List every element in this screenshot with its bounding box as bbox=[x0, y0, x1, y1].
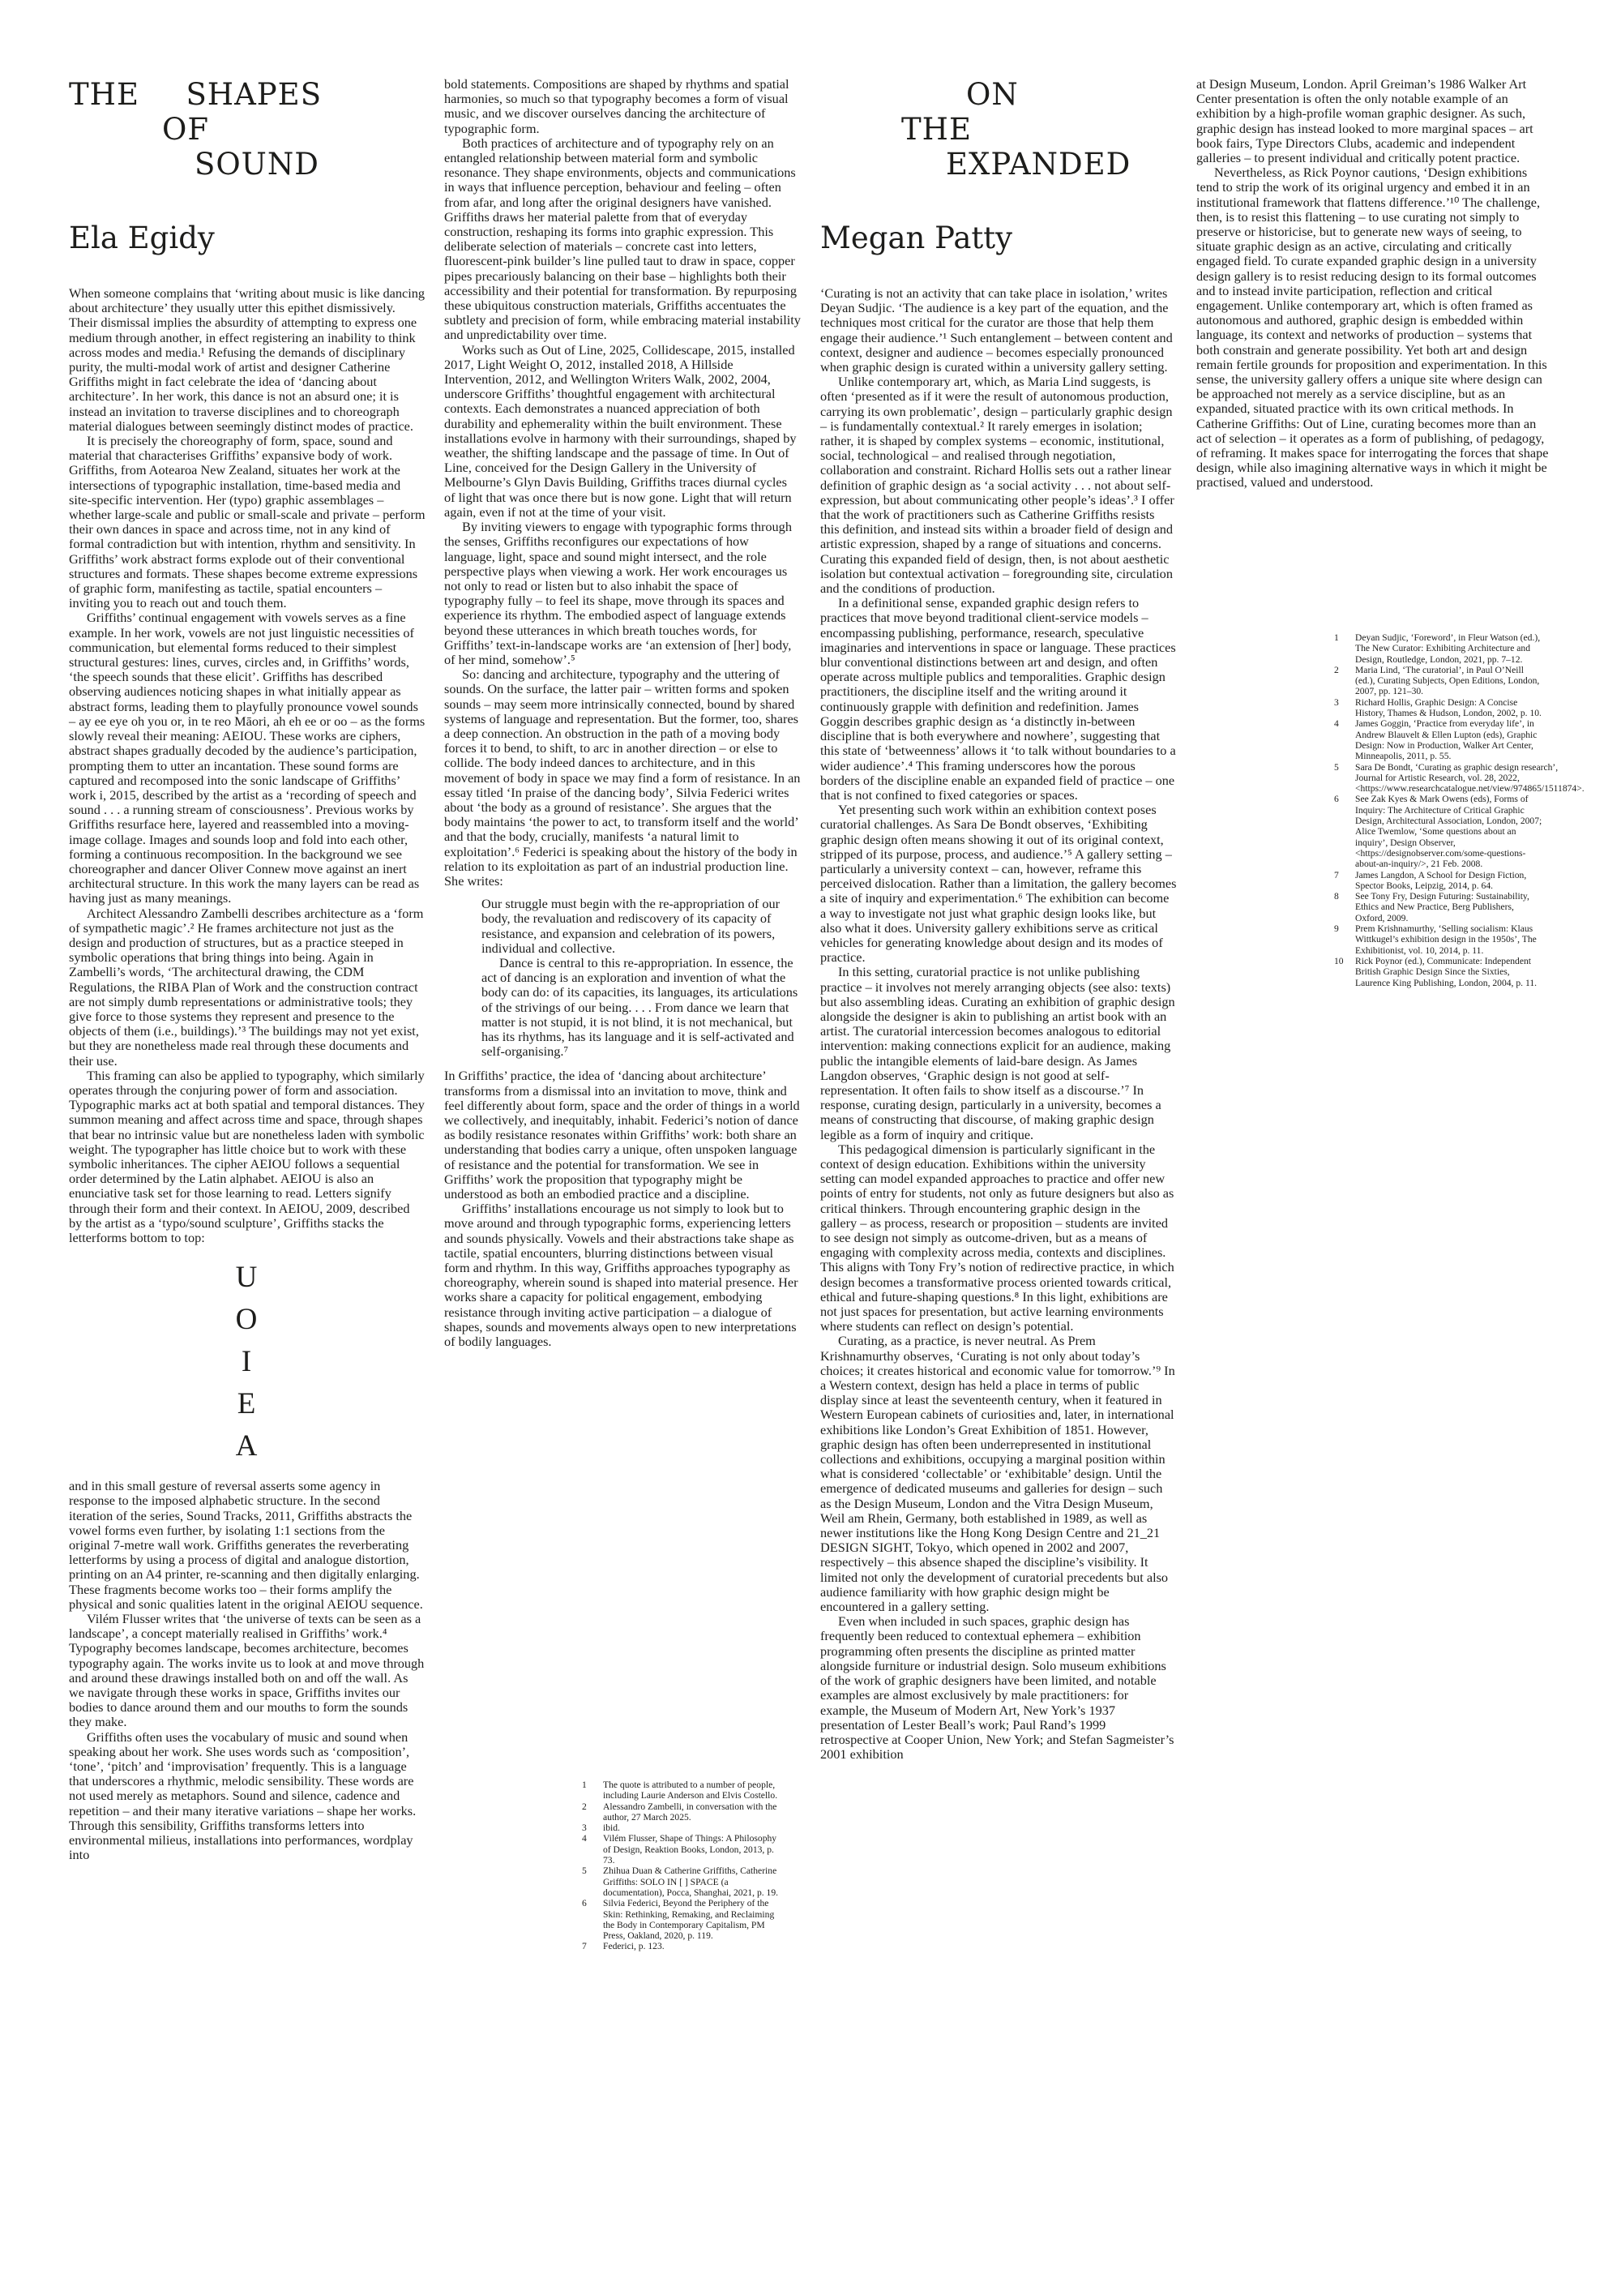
article-1-column-1 bbox=[69, 77, 426, 1863]
paragraph: Vilém Flusser writes that ‘the universe of texts can be seen as a landscape’, a concept materially realised in Griffiths’ work.⁴ Typography becomes landscape, becomes architecture, becomes typography again. The works invite us to look at and move through and around these drawings installed both on and off the wall. As we navigate through these works in space, Griffiths invites our bodies to dance around them and our mouths to form the sounds they make. bbox=[69, 1611, 425, 1730]
footnote-text: Silvia Federici, Beyond the Periphery of the Skin: Rethinking, Remaking, and Reclaiming the Body in Contemporary Capitalism, PM Press, Oakland, 2020, p. 119. bbox=[603, 1898, 775, 1942]
footnote bbox=[1334, 891, 1545, 923]
footnote-number: 2 bbox=[1334, 664, 1339, 675]
footnote bbox=[582, 1801, 785, 1823]
vowel-letter: E bbox=[237, 1387, 258, 1421]
footnote-text: James Goggin, ‘Practice from everyday life’, in Andrew Blauvelt & Ellen Lupton (eds), Graphic Design: Now in Production, Walker Art Center, Minneapolis, 2011, p. 55. bbox=[1355, 718, 1538, 762]
footnote-number: 5 bbox=[582, 1866, 587, 1877]
title-line: THE bbox=[901, 112, 972, 147]
paragraph: Unlike contemporary art, which, as Maria Lind suggests, is often ‘presented as if it were the result of autonomous production, carrying its own problematic’, design – particularly graphic design – is fundamentally contextual.² It rarely emerges in isolation; rather, it is shaped by complex systems – economic, institutional, social, technological – and realised through negotiation, collaboration and constraint. Richard Hollis sets out a rather linear definition of graphic design as ‘a social activity . . . not about self-expression, but about communicating other people’s ideas’.³ I offer that the work of practitioners such as Catherine Griffiths resists this definition, and instead sits within a broader field of design and artistic expression, shaped by a range of situations and concerns. Curating this expanded field of design, then, is not about aesthetic isolation but contextual activation – foregrounding site, circulation and the conditions of production. bbox=[820, 374, 1174, 597]
footnote-text: The quote is attributed to a number of people, including Laurie Anderson and Elvis Costello. bbox=[603, 1780, 778, 1801]
paragraph: Works such as Out of Line, 2025, Collidescape, 2015, installed 2017, Light Weight O, 2012, installed 2018, A Hillside Intervention, 2012, and Wellington Writers Walk, 2002, 2004, underscore Griffiths’ thoughtful engagement with architectural contexts. Each demonstrates a nuanced appreciation of both durability and ephemerality within the built environment. These installations evolve in harmony with their surroundings, shaped by weather, the shifting landscape and the passage of time. In Out of Line, conceived for the Design Gallery in the University of Melbourne’s Glyn Davis Building, Griffiths traces diurnal cycles of light that was once there but is now gone. Light that will return again, even if not at the time of your visit. bbox=[444, 341, 797, 520]
paragraph: Yet presenting such work within an exhibition context poses curatorial challenges. As Sara De Bondt observes, ‘Exhibiting graphic design often means showing it out of its original context, stripped of its purpose, process, and audience.’⁵ A gallery setting – particularly a university context – can, however, reframe this perceived dislocation. Rather than a limitation, the gallery becomes a site of inquiry and experimentation.⁶ The exhibition can become a way to investigate not just what graphic design looks like, but also what it does. University gallery exhibitions serve as critical vehicles for generating knowledge about design and its modes of practice. bbox=[820, 802, 1177, 966]
paragraph: Even when included in such spaces, graphic design has frequently been reduced to contextual ephemera – exhibition programming often presents the discipline as printed matter alongside furniture or industrial design. Solo museum exhibitions of the work of graphic designers have been limited, and notable examples are almost exclusively by male practitioners: for example, the Museum of Modern Art, New York’s 1937 presentation of Lester Beall’s work; Paul Rand’s 1999 retrospective at Cooper Union, New York; and Stefan Sagmeister’s 2001 exhibition bbox=[820, 1613, 1174, 1763]
footnote-number: 4 bbox=[1334, 718, 1339, 730]
paragraph: Griffiths often uses the vocabulary of music and sound when speaking about her work. She uses words such as ‘composition’, ‘tone’, ‘pitch’ and ‘improvisation’ frequently. This is a language that underscores a rhythmic, melodic sensibility. These words are not used merely as metaphors. Sound and silence, cadence and repetition – and their many iterative variations – shape her works. Through this sensibility, Griffiths transforms letters into environmental milieus, installations into performances, wordplay into bbox=[69, 1728, 417, 1863]
paragraph: In a definitional sense, expanded graphic design refers to practices that move beyond traditional client-service models – encompassing publishing, performance, research, speculative imaginaries and interventions in space or language. These practices blur conventional distinctions between art and design, and often operate across multiple publics and temporalities. Graphic design practitioners, the discipline itself and the writing around it continuously grapple with definition and redefinition. James Goggin describes graphic design as ‘a distinctly in-between discipline that is both everywhere and nowhere’, suggesting that this state of ‘betweenness’ allows it ‘to talk without boundaries to a wider audience’.⁴ This framing underscores how the porous borders of the discipline enable an expanded field of practice – one that is not confined to fixed categories or spaces. bbox=[820, 595, 1176, 803]
paragraph: Both practices of architecture and of typography rely on an entangled relationship between material form and symbolic resonance. They shape environments, objects and communications in ways that influence perception, behaviour and feeling – often from afar, and long after the original designers have vanished. Griffiths draws her material palette from that of everyday construction, reshaping its forms into graphic expression. This deliberate selection of materials – concrete cast into letters, fluorescent-pink builder’s line pulled taut to draw in space, copper pipes precariously balancing on their base – highlights both their accessibility and their potential for transformation. By repurposing these ubiquitous construction materials, Griffiths accentuates the subtlety and precision of form, while embracing material instability and unpredictability over time. bbox=[444, 135, 801, 343]
footnote-text: Richard Hollis, Graphic Design: A Concise History, Thames & Hudson, London, 2002, p. 10. bbox=[1355, 696, 1542, 719]
footnote bbox=[1334, 761, 1585, 795]
footnote-text: Prem Krishnamurthy, ‘Selling socialism: Klaus Wittkugel’s exhibition design in the 1950s’, The Exhibitionist, vol. 10, 2014, p. 11. bbox=[1355, 923, 1537, 956]
footnote-text: Federici, p. 123. bbox=[603, 1941, 665, 1952]
footnote-text: James Langdon, A School for Design Fiction, Spector Books, Leipzig, 2014, p. 64. bbox=[1355, 869, 1527, 891]
paragraph: In this setting, curatorial practice is not unlike publishing practice – it involves not merely arranging objects (see also: texts) but also assembling ideas. Curating an exhibition of graphic design alongside the designer is akin to publishing an artist book with an artist. The curatorial intercession becomes analogous to editorial intervention: making connections explicit for an audience, making public the intangible elements of laid-bare design. As James Langdon observes, ‘Graphic design is not good at self-representation. It often fails to show itself as a discourse.’⁷ In response, curating design, particularly in a university, becomes a means of constructing that discourse, of making graphic design legible as a form of inquiry and critique. bbox=[820, 964, 1175, 1142]
quote-paragraph: Our struggle must begin with the re-appropriation of our body, the revaluation and rediscovery of its capacity of resistance, and expansion and celebration of its powers, individual and collective. bbox=[481, 896, 781, 956]
article-1-author: Ela Egidy bbox=[69, 221, 215, 255]
paragraph: Griffiths’ installations encourage us not simply to look but to move around and through typographic forms, experiencing letters and sounds physically. Vowels and their abstractions take shape as tactile, spatial encounters, blurring distinctions between visual form and rhythm. In this way, Griffiths approaches typography as choreography, wherein sound is shaped into material presence. Her works share a capacity for political engagement, embodying resistance through inviting active participation – a dialogue of shapes, sounds and movements always open to new interpretations of bodily languages. bbox=[444, 1201, 798, 1350]
paragraph: This framing can also be applied to typography, which similarly operates through the conjuring power of form and association. Typographic marks act at both spatial and temporal distances. They summon meaning and affect across time and space, through shapes that bear no intrinsic value but are nonetheless laden with symbolic weight. The typographer has little choice but to work with these symbolic inheritances. The cipher AEIOU follows a sequential order determined by the Latin alphabet. AEIOU is also an enunciative task set for those learning to read. Letters signify through their form and their context. In AEIOU, 2009, described by the artist as a ‘typo/sound sculpture’, Griffiths stacks the letterforms bottom to top: bbox=[69, 1067, 425, 1245]
footnote bbox=[1334, 718, 1545, 761]
title-line: THE SHAPES bbox=[69, 77, 323, 112]
footnote bbox=[1334, 697, 1545, 719]
article-2-body bbox=[820, 286, 1177, 1762]
footnote bbox=[582, 1898, 785, 1941]
footnote bbox=[582, 1780, 785, 1801]
paragraph: bold statements. Compositions are shaped by rhythms and spatial harmonies, so much so that typography becomes a form of visual music, and we discover ourselves dancing the architecture of typographic form. bbox=[444, 76, 789, 136]
footnote-number: 7 bbox=[582, 1941, 587, 1952]
footnote bbox=[1334, 665, 1545, 697]
footnote-number: 7 bbox=[1334, 869, 1339, 880]
vowel-letter: A bbox=[235, 1429, 259, 1463]
footnote-number: 1 bbox=[1334, 632, 1339, 643]
footnote-number: 3 bbox=[1334, 696, 1339, 708]
footnote-text: Zhihua Duan & Catherine Griffiths, Catherine Griffiths: SOLO IN [ ] SPACE (a documentation), Pocca, Shanghai, 2021, p. 19. bbox=[603, 1866, 779, 1898]
article-2-title bbox=[820, 77, 1177, 182]
vowel-stack bbox=[69, 1257, 426, 1467]
article-2-column-2 bbox=[1196, 76, 1585, 988]
title-line: EXPANDED bbox=[946, 147, 1131, 182]
footnote-number: 5 bbox=[1334, 761, 1339, 773]
article-1-title bbox=[69, 77, 426, 182]
paragraph: So: dancing and architecture, typography and the uttering of sounds. On the surface, the latter pair – written forms and spoken sounds – may seem more intrinsically connected, bound by shared systems of language and representation. But the former, too, shares a deep connection. An obstruction in the path of a moving body forces it to bend, to shift, to arc in another direction – or else to collide. The body indeed dances to architecture, and in this movement of body in space we may find a form of resistance. In an essay titled ‘In praise of the dancing body’, Silvia Federici writes about ‘the body as a ground of resistance’. She argues that the body maintains ‘the power to act, to transform itself and the world’ and that the body, crucially, manifests ‘a natural limit to exploitation’.⁶ Federici is speaking about the history of the body in relation to its exploitation as part of an industrial production line. She writes: bbox=[444, 666, 801, 889]
paragraph: It is precisely the choreography of form, space, sound and material that characterises Griffiths’ expansive body of work. Griffiths, from Aotearoa New Zealand, situates her work at the intersections of typographic installation, time-based media and site-specific intervention. Her (typo) graphic assemblages – whether large-scale and public or small-scale and private – perform their own dances in space and across time, not in any kind of formal contradiction but with intention, rhythm and sensitivity. In Griffiths’ work abstract forms explode out of their conventional structures and formats. These shapes become extreme expressions of graphic form, manifesting as tactile, spatial encounters – inviting you to reach out and touch them. bbox=[69, 433, 426, 611]
footnote-text: Sara De Bondt, ‘Curating as graphic design research’, Journal for Artistic Research, vol. 28, 2022, <https://www.researchcatalogue.net/view/974865/1511874>. bbox=[1355, 761, 1585, 795]
paragraph: By inviting viewers to engage with typographic forms through the senses, Griffiths reconfigures our expectations of how language, light, space and sound might intersect, and the role perspective plays when viewing a work. Her work encourages us not only to read or listen but to also inhabit the space of typography fully – to feel its shape, move through its spaces and experience its rhythm. The embodied aspect of language extends beyond these utterances in which breath touches words, for Griffiths’ text-in-landscape works are ‘an extension of [her] body, of her mind, somehow’.⁵ bbox=[444, 519, 792, 667]
footnote-number: 2 bbox=[582, 1801, 587, 1812]
vowel-letter: O bbox=[235, 1303, 259, 1337]
footnote-number: 9 bbox=[1334, 923, 1339, 935]
footnote bbox=[1334, 632, 1545, 665]
footnote-number: 6 bbox=[582, 1898, 587, 1909]
article-2-body-continued bbox=[1196, 77, 1553, 490]
footnote bbox=[582, 1941, 785, 1951]
footnote-number: 4 bbox=[582, 1833, 587, 1844]
paragraph: at Design Museum, London. April Greiman’s 1986 Walker Art Center presentation is often the only notable example of an exhibition by a high-profile woman graphic designer. As such, graphic design has instead looked to more marginal spaces – art book fairs, Type Directors Clubs, academic and independent galleries – to present individual and critically potent practice. bbox=[1196, 76, 1533, 166]
footnote bbox=[582, 1833, 785, 1866]
footnote bbox=[1334, 956, 1545, 988]
footnote bbox=[1334, 870, 1545, 892]
title-line: ON bbox=[966, 77, 1019, 112]
paragraph: Nevertheless, as Rick Poynor cautions, ‘Design exhibitions tend to strip the work of its original urgency and embed it in an institutional framework that flattens difference.’¹⁰ The challenge, then, is to resist this flattening – to use curating not simply to preserve or historicise, but to generate new ways of seeing, to situate graphic design as an active, circulating and critically engaged field. To curate expanded graphic design in a university design gallery is to resist reducing design to its formal outcomes and to instead invite participation, reflection and critical engagement. Unlike contemporary art, which is often framed as autonomous and authored, graphic design is embedded within language, its context and networks of production – systems that both constrain and generate possibility. Yet both art and design remain fertile grounds for proposition and experimentation. In this sense, the university gallery offers a unique site where design can be approached not merely as a service discipline, but as an expanded, situated practice with its own critical methods. In Catherine Griffiths: Out of Line, curating becomes more than an act of selection – it operates as a form of publishing, of pedagogy, of reframing. It makes space for interrogating the forces that shape design, while also imagining alternative ways in which it might be practised, valued and understood. bbox=[1196, 165, 1549, 490]
vowel-letter: U bbox=[235, 1261, 259, 1295]
article-1-footnotes bbox=[582, 1780, 785, 1952]
footnote bbox=[582, 1866, 785, 1898]
footnote-text: Maria Lind, ‘The curatorial’, in Paul O’Neill (ed.), Curating Subjects, Open Editions, London, 2007, pp. 121–30. bbox=[1355, 664, 1540, 697]
footnote-text: Deyan Sudjic, ‘Foreword’, in Fleur Watson (ed.), The New Curator: Exhibiting Architecture and Design, Routledge, London, 2021, pp. 7–12. bbox=[1355, 632, 1541, 665]
footnote-number: 10 bbox=[1334, 955, 1344, 966]
paragraph: ‘Curating is not an activity that can take place in isolation,’ writes Deyan Sudjic. ‘The audience is a key part of the equation, and the techniques most critical for the curator are those that help them engage their audience.’¹ Such entanglement – between content and context, designer and audience – becomes especially pronounced when graphic design is curated within a university gallery setting. bbox=[820, 285, 1173, 375]
paragraph: In Griffiths’ practice, the idea of ‘dancing about architecture’ transforms from a dismissal into an invitation to move, think and feel differently about form, space and the order of things in a world we collectively, and inequitably, inhabit. Federici’s notion of dance as bodily resistance resonates within Griffiths’ work: both share an understanding that bodies carry a unique, often unspoken language of resistance and the potential for transformation. We see in Griffiths’ work the proposition that typography might be understood as both an embodied practice and a discipline. bbox=[444, 1068, 800, 1202]
paragraph: Architect Alessandro Zambelli describes architecture as a ‘form of sympathetic magic’.² He frames architecture not just as the design and production of structures, but as a practice steeped in symbolic operations that bring things into being. Again in Zambelli’s words, ‘The architectural drawing, the CDM Regulations, the RIBA Plan of Work and the construction contract are not simply dumb representations or administrative tools; they give force to those systems they represent and presence to the objects of them (i.e., buildings).’³ The buildings may not yet exist, but they are nonetheless made real through these documents and their use. bbox=[69, 905, 424, 1069]
article-1-body bbox=[69, 286, 426, 1862]
footnote-text: See Tony Fry, Design Futuring: Sustainability, Ethics and New Practice, Berg Publishers, Oxford, 2009. bbox=[1355, 891, 1529, 923]
footnote-number: 6 bbox=[1334, 794, 1339, 805]
footnote-text: Vilém Flusser, Shape of Things: A Philosophy of Design, Reaktion Books, London, 2013, p. 73. bbox=[603, 1833, 777, 1866]
footnote-text: See Zak Kyes & Mark Owens (eds), Forms of Inquiry: The Architecture of Critical Graphic Design, Architectural Association, London, 2007; Alice Twemlow, ‘Some questions about an inquiry’, Design Observer, <https://designobserver.com/some-questions-about-an-inquiry/>, 21 Feb. 2008. bbox=[1355, 794, 1542, 870]
article-2-author: Megan Patty bbox=[820, 221, 1013, 255]
footnote bbox=[1334, 794, 1545, 869]
footnote-number: 1 bbox=[582, 1780, 587, 1790]
paragraph: This pedagogical dimension is particularly significant in the context of design education. Exhibitions within the university setting can model expanded approaches to practice and offer new points of entry for students, not only as future designers but also as critical thinkers. Through encountering graphic design in the gallery – as process, research or proposition – students are invited to see design not simply as outcome-driven, but as a means of engaging with complexity across media, contexts and disciplines. This aligns with Tony Fry’s notion of redirective practice, in which design becomes a transformative process oriented towards critical, ethical and future-shaping questions.⁸ In this light, exhibitions are not just spaces for presentation, but active learning environments where students can reflect on design’s potential. bbox=[820, 1141, 1174, 1334]
title-line: SOUND bbox=[195, 147, 319, 182]
article-1-body-continued bbox=[444, 77, 801, 1349]
paragraph: Curating, as a practice, is never neutral. As Prem Krishnamurthy observes, ‘Curating is not only about today’s choices; it creates historical and economic value for tomorrow.’⁹ In a Western context, design has held a place in terms of public display since at least the seventeenth century, when it featured in Western European cabinets of curiosities and, later, in international exhibitions like London’s Great Exhibition of 1851. However, graphic design has often been underrepresented in institutional collections and exhibitions, occupying a marginal position within what is considered ‘collectable’ or ‘exhibitable’ design. Until the emergence of dedicated museums and galleries for design – such as the Design Museum, London and the Vitra Design Museum, Weil am Rhein, Germany, both established in 1989, as well as newer institutions like the Hong Kong Design Centre and 21_21 DESIGN SIGHT, Tokyo, which opened in 2002 and 2007, respectively – this absence shaped the discipline’s visibility. It limited not only the development of curatorial precedents but also audience familiarity with how graphic design might be encountered in a gallery setting. bbox=[820, 1333, 1175, 1615]
footnote-number: 8 bbox=[1334, 891, 1339, 902]
article-2-footnotes bbox=[1334, 632, 1585, 988]
footnote-text: ibid. bbox=[603, 1823, 620, 1834]
footnote-number: 3 bbox=[582, 1823, 587, 1834]
paragraph: When someone complains that ‘writing about music is like dancing about architecture’ they usually utter this epithet dismissively. Their dismissal implies the absurdity of attempting to express one medium through another, in effect registering an inability to think across modes and media.¹ Refusing the demands of disciplinary purity, the multi-modal work of artist and designer Catherine Griffiths might in fact celebrate the idea of ‘dancing about architecture’. In her work, this dance is not an absurd one; it is instead an invitation to traverse disciplines and to choreograph material dialogues between seemingly distinct modes of practice. bbox=[69, 285, 426, 434]
footnote-text: Rick Poynor (ed.), Communicate: Independent British Graphic Design Since the Sixties, Laurence King Publishing, London, 2004, p. 11. bbox=[1355, 955, 1538, 988]
paragraph: Griffiths’ continual engagement with vowels serves as a fine example. In her work, vowels are not just linguistic necessities of communication, but elemental forms reduced to their simplest structural gestures: lines, curves, circles and, in Griffiths’ words, ‘the speech sounds that these elicit’. Griffiths has described observing audiences noticing shapes in what initially appear as abstract forms, leading them to playfully pronounce vowel sounds – ay ee eye oh you or, in te reo Māori, ah eh ee or oo – as the forms slowly reveal their meaning: AEIOU. These works are ciphers, abstract shapes gradually decoded by the audience’s participation, prompting them to utter an incantation. These sound forms are captured and recomposed into the sonic landscape of Griffiths’ work i, 2015, described by the artist as a ‘recording of speech and sound . . . a running stream of consciousness’. Previous works by Griffiths resurface here, layered and reassembled into a moving-image collage. Images and sounds loop and fold into each other, forming a continuous recomposition. In the background we see choreographer and dancer Oliver Connew move against an inert architectural structure. In this work the many layers can be read as having just as many meanings. bbox=[69, 610, 426, 906]
article-1-column-2 bbox=[444, 76, 801, 1952]
block-quote bbox=[481, 897, 801, 1059]
footnote bbox=[1334, 923, 1545, 956]
footnote-text: Alessandro Zambelli, in conversation with the author, 27 March 2025. bbox=[603, 1801, 777, 1823]
title-line: OF bbox=[162, 112, 210, 147]
vowel-letter: I bbox=[241, 1345, 254, 1379]
footnote bbox=[582, 1823, 785, 1833]
article-2-column-1 bbox=[820, 77, 1177, 1763]
quote-paragraph: Dance is central to this re-appropriation. In essence, the act of dancing is an exploration and invention of what the body can do: of its capacities, its languages, its articulations of the strivings of our being. . . . From dance we learn that matter is not stupid, it is not blind, it is not mechanical, but has its rhythms, has its language and it is self-activated and self-organising.⁷ bbox=[481, 954, 798, 1060]
paragraph: and in this small gesture of reversal asserts some agency in response to the imposed alphabetic structure. In the second iteration of the series, Sound Tracks, 2011, Griffiths abstracts the vowel forms even further, by isolating 1:1 sections from the original 7-metre wall work. Griffiths generates the reverberating letterforms by using a process of digital and analogue distortion, printing on an A4 printer, re-scanning and then digitally enlarging. These fragments become works too – their forms amplify the physical and sonic qualities latent in the original AEIOU sequence. bbox=[69, 1478, 423, 1612]
